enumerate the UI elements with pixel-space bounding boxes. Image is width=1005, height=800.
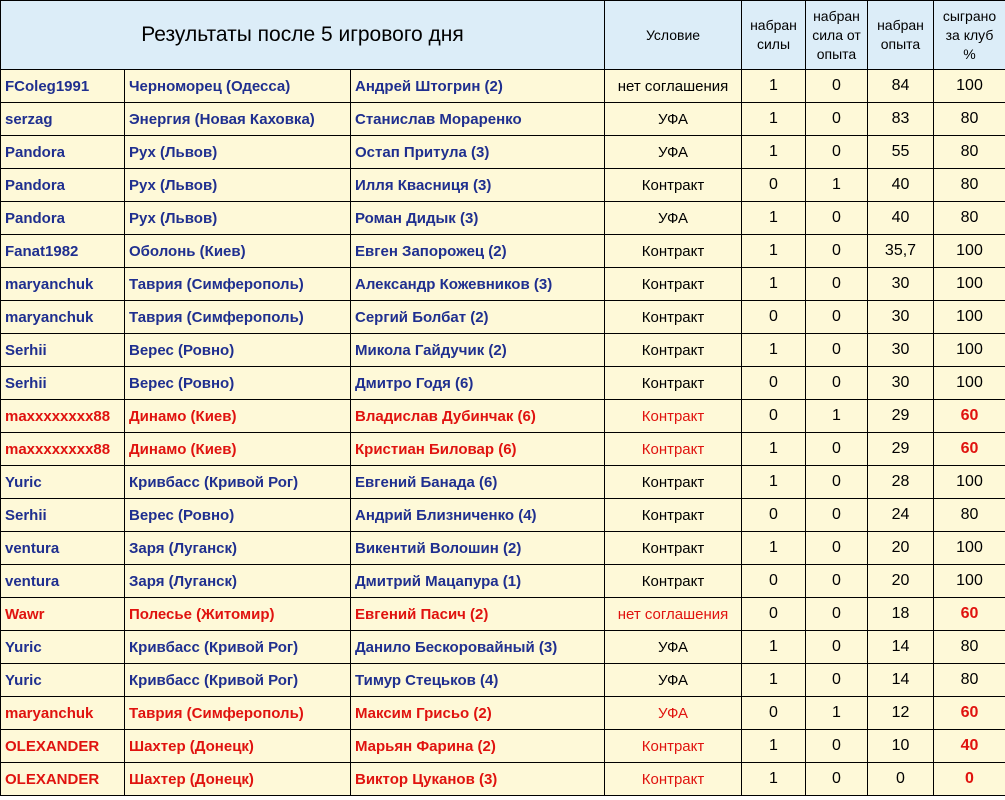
club-cell: Рух (Львов) [125,169,351,202]
condition-cell: Контракт [605,169,742,202]
strength-cell: 0 [742,400,806,433]
player-cell: Евгений Банада (6) [351,466,605,499]
strength-cell: 0 [742,499,806,532]
strength-cell: 1 [742,268,806,301]
user-cell: Serhii [1,367,125,400]
condition-cell: Контракт [605,730,742,763]
club-cell: Шахтер (Донецк) [125,763,351,796]
played-percent-cell: 80 [934,202,1005,235]
strength-exp-cell: 0 [806,631,868,664]
condition-cell: Контракт [605,433,742,466]
table-row [1,301,1005,334]
table-row [1,70,1005,103]
table-row [1,763,1005,796]
played-percent-cell: 60 [934,400,1005,433]
table-row [1,499,1005,532]
player-cell: Станислав Мораренко [351,103,605,136]
table-row [1,466,1005,499]
strength-cell: 1 [742,631,806,664]
strength-exp-cell: 0 [806,532,868,565]
player-cell: Дмитрий Мацапура (1) [351,565,605,598]
experience-cell: 12 [868,697,934,730]
experience-cell: 18 [868,598,934,631]
user-cell: Wawr [1,598,125,631]
condition-cell: Контракт [605,268,742,301]
header-condition: Условие [605,1,742,70]
condition-cell: нет соглашения [605,598,742,631]
strength-exp-cell: 0 [806,202,868,235]
player-cell: Андрий Близниченко (4) [351,499,605,532]
user-cell: maxxxxxxxx88 [1,433,125,466]
strength-exp-cell: 0 [806,367,868,400]
player-cell: Александр Кожевников (3) [351,268,605,301]
table-row [1,367,1005,400]
strength-cell: 1 [742,136,806,169]
strength-exp-cell: 0 [806,433,868,466]
player-cell: Тимур Стецьков (4) [351,664,605,697]
strength-cell: 1 [742,334,806,367]
condition-cell: Контракт [605,763,742,796]
player-cell: Андрей Штогрин (2) [351,70,605,103]
experience-cell: 20 [868,565,934,598]
experience-cell: 14 [868,664,934,697]
played-percent-cell: 100 [934,532,1005,565]
strength-cell: 0 [742,565,806,598]
strength-cell: 0 [742,301,806,334]
strength-exp-cell: 1 [806,169,868,202]
table-row [1,664,1005,697]
strength-cell: 1 [742,763,806,796]
condition-cell: Контракт [605,334,742,367]
played-percent-cell: 80 [934,169,1005,202]
condition-cell: Контракт [605,532,742,565]
played-percent-cell: 100 [934,334,1005,367]
user-cell: Pandora [1,136,125,169]
strength-cell: 0 [742,367,806,400]
player-cell: Дмитро Годя (6) [351,367,605,400]
club-cell: Шахтер (Донецк) [125,730,351,763]
strength-cell: 1 [742,70,806,103]
club-cell: Таврия (Симферополь) [125,268,351,301]
experience-cell: 30 [868,367,934,400]
experience-cell: 35,7 [868,235,934,268]
user-cell: maxxxxxxxx88 [1,400,125,433]
played-percent-cell: 80 [934,664,1005,697]
played-percent-cell: 100 [934,301,1005,334]
experience-cell: 0 [868,763,934,796]
strength-exp-cell: 0 [806,136,868,169]
user-cell: FColeg1991 [1,70,125,103]
club-cell: Заря (Луганск) [125,565,351,598]
condition-cell: Контракт [605,565,742,598]
player-cell: Марьян Фарина (2) [351,730,605,763]
table-row [1,334,1005,367]
table-row [1,169,1005,202]
strength-exp-cell: 0 [806,598,868,631]
played-percent-cell: 80 [934,136,1005,169]
played-percent-cell: 60 [934,598,1005,631]
player-cell: Кристиан Биловар (6) [351,433,605,466]
header-strength: набран силы [742,1,806,70]
experience-cell: 30 [868,334,934,367]
user-cell: Yuric [1,631,125,664]
experience-cell: 29 [868,433,934,466]
table-row [1,697,1005,730]
played-percent-cell: 100 [934,268,1005,301]
header-played-percent: сыграно за клуб % [934,1,1005,70]
club-cell: Таврия (Симферополь) [125,301,351,334]
table-row [1,598,1005,631]
club-cell: Верес (Ровно) [125,499,351,532]
club-cell: Таврия (Симферополь) [125,697,351,730]
header-row [1,1,1005,70]
table-row [1,532,1005,565]
player-cell: Микола Гайдучик (2) [351,334,605,367]
experience-cell: 24 [868,499,934,532]
table-row [1,235,1005,268]
condition-cell: Контракт [605,367,742,400]
player-cell: Викентий Волошин (2) [351,532,605,565]
strength-cell: 1 [742,664,806,697]
user-cell: Pandora [1,169,125,202]
strength-cell: 0 [742,697,806,730]
experience-cell: 40 [868,202,934,235]
table-row [1,136,1005,169]
user-cell: OLEXANDER [1,730,125,763]
strength-exp-cell: 1 [806,697,868,730]
club-cell: Динамо (Киев) [125,433,351,466]
strength-cell: 1 [742,532,806,565]
played-percent-cell: 80 [934,631,1005,664]
user-cell: Fanat1982 [1,235,125,268]
experience-cell: 30 [868,268,934,301]
condition-cell: УФА [605,697,742,730]
table-row [1,631,1005,664]
club-cell: Кривбасс (Кривой Рог) [125,631,351,664]
player-cell: Илля Квасниця (3) [351,169,605,202]
strength-cell: 0 [742,598,806,631]
strength-exp-cell: 0 [806,70,868,103]
condition-cell: Контракт [605,235,742,268]
club-cell: Динамо (Киев) [125,400,351,433]
club-cell: Верес (Ровно) [125,334,351,367]
experience-cell: 29 [868,400,934,433]
strength-exp-cell: 1 [806,400,868,433]
strength-exp-cell: 0 [806,565,868,598]
club-cell: Кривбасс (Кривой Рог) [125,664,351,697]
condition-cell: УФА [605,103,742,136]
strength-cell: 1 [742,730,806,763]
club-cell: Энергия (Новая Каховка) [125,103,351,136]
played-percent-cell: 0 [934,763,1005,796]
table-title: Результаты после 5 игрового дня [1,1,605,70]
user-cell: OLEXANDER [1,763,125,796]
table-row [1,730,1005,763]
player-cell: Данило Бескоровайный (3) [351,631,605,664]
player-cell: Максим Грисьо (2) [351,697,605,730]
strength-cell: 0 [742,169,806,202]
condition-cell: Контракт [605,499,742,532]
user-cell: serzag [1,103,125,136]
experience-cell: 14 [868,631,934,664]
table-row [1,268,1005,301]
condition-cell: УФА [605,664,742,697]
player-cell: Евген Запорожец (2) [351,235,605,268]
strength-cell: 1 [742,466,806,499]
strength-cell: 1 [742,103,806,136]
played-percent-cell: 80 [934,103,1005,136]
user-cell: maryanchuk [1,268,125,301]
player-cell: Остап Притула (3) [351,136,605,169]
club-cell: Заря (Луганск) [125,532,351,565]
experience-cell: 28 [868,466,934,499]
played-percent-cell: 100 [934,466,1005,499]
strength-exp-cell: 0 [806,301,868,334]
experience-cell: 83 [868,103,934,136]
condition-cell: Контракт [605,400,742,433]
experience-cell: 40 [868,169,934,202]
condition-cell: УФА [605,202,742,235]
condition-cell: нет соглашения [605,70,742,103]
played-percent-cell: 100 [934,70,1005,103]
strength-cell: 1 [742,202,806,235]
table-row [1,565,1005,598]
played-percent-cell: 100 [934,565,1005,598]
condition-cell: Контракт [605,301,742,334]
strength-exp-cell: 0 [806,103,868,136]
strength-exp-cell: 0 [806,763,868,796]
played-percent-cell: 60 [934,697,1005,730]
strength-cell: 1 [742,433,806,466]
strength-exp-cell: 0 [806,268,868,301]
user-cell: maryanchuk [1,697,125,730]
experience-cell: 84 [868,70,934,103]
experience-cell: 10 [868,730,934,763]
player-cell: Сергий Болбат (2) [351,301,605,334]
user-cell: ventura [1,565,125,598]
strength-exp-cell: 0 [806,730,868,763]
condition-cell: Контракт [605,466,742,499]
club-cell: Рух (Львов) [125,202,351,235]
club-cell: Черноморец (Одесса) [125,70,351,103]
experience-cell: 55 [868,136,934,169]
player-cell: Евгений Пасич (2) [351,598,605,631]
played-percent-cell: 100 [934,235,1005,268]
user-cell: ventura [1,532,125,565]
strength-exp-cell: 0 [806,466,868,499]
played-percent-cell: 100 [934,367,1005,400]
user-cell: Serhii [1,334,125,367]
experience-cell: 20 [868,532,934,565]
played-percent-cell: 40 [934,730,1005,763]
player-cell: Виктор Цуканов (3) [351,763,605,796]
user-cell: Serhii [1,499,125,532]
player-cell: Владислав Дубинчак (6) [351,400,605,433]
strength-exp-cell: 0 [806,499,868,532]
played-percent-cell: 60 [934,433,1005,466]
strength-exp-cell: 0 [806,235,868,268]
user-cell: Yuric [1,664,125,697]
played-percent-cell: 80 [934,499,1005,532]
player-cell: Роман Дидык (3) [351,202,605,235]
header-experience: набран опыта [868,1,934,70]
club-cell: Оболонь (Киев) [125,235,351,268]
table-row [1,433,1005,466]
strength-cell: 1 [742,235,806,268]
club-cell: Кривбасс (Кривой Рог) [125,466,351,499]
strength-exp-cell: 0 [806,664,868,697]
club-cell: Верес (Ровно) [125,367,351,400]
user-cell: Yuric [1,466,125,499]
strength-exp-cell: 0 [806,334,868,367]
user-cell: Pandora [1,202,125,235]
table-row [1,202,1005,235]
header-strength-from-experience: набран сила от опыта [806,1,868,70]
condition-cell: УФА [605,631,742,664]
user-cell: maryanchuk [1,301,125,334]
condition-cell: УФА [605,136,742,169]
experience-cell: 30 [868,301,934,334]
club-cell: Полесье (Житомир) [125,598,351,631]
table-row [1,400,1005,433]
table-row [1,103,1005,136]
club-cell: Рух (Львов) [125,136,351,169]
